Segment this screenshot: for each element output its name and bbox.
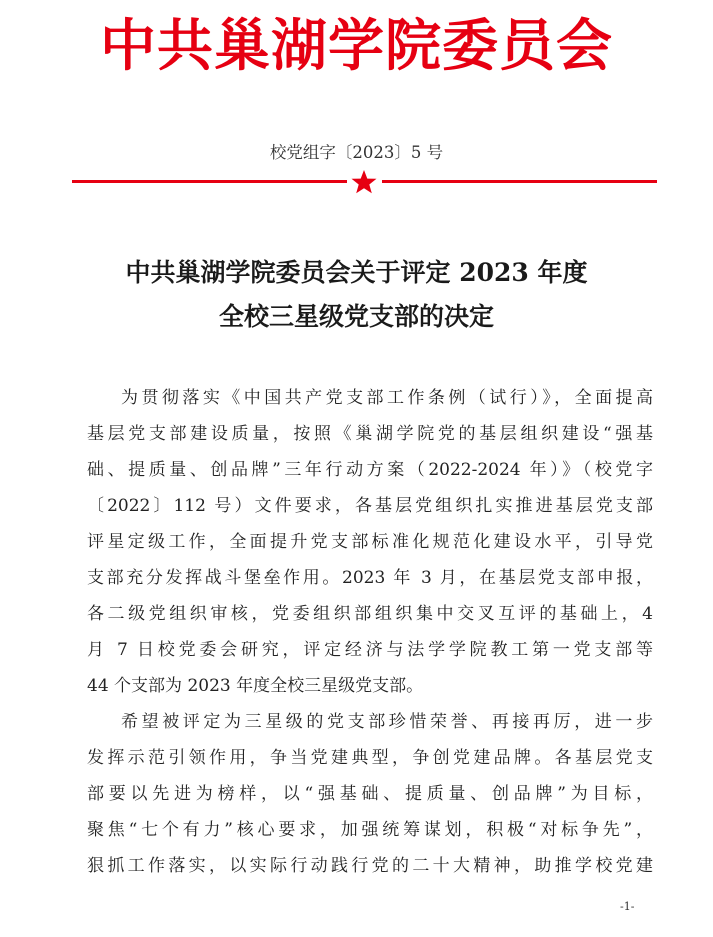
divider-line-left bbox=[72, 180, 347, 183]
body-line: 月 7 日校党委会研究，评定经济与法学学院教工第一党支部等 bbox=[87, 640, 653, 660]
title-line-1: 中共巢湖学院委员会关于评定 2023 年度 bbox=[125, 258, 588, 287]
body-line: 狠抓工作落实，以实际行动践行党的二十大精神，助推学校党建 bbox=[87, 856, 653, 876]
masthead-title: 中共巢湖学院委员会 bbox=[100, 13, 613, 79]
divider-line-right bbox=[382, 180, 657, 183]
page-number: -1- bbox=[620, 900, 635, 913]
paragraph-2 bbox=[87, 704, 653, 884]
title-line-2: 全校三星级党支部的决定 bbox=[218, 302, 494, 331]
body-line: 基层党支部建设质量，按照《巢湖学院党的基层组织建设“强基 bbox=[87, 424, 653, 444]
body-line: 希望被评定为三星级的党支部珍惜荣誉、再接再厉，进一步 bbox=[121, 712, 653, 732]
star-icon bbox=[350, 169, 378, 195]
body-line: 发挥示范引领作用，争当党建典型，争创党建品牌。各基层党支 bbox=[87, 748, 653, 768]
document-title bbox=[0, 251, 713, 339]
body-line: 各二级党组织审核，党委组织部组织集中交叉互评的基础上，4 bbox=[87, 604, 653, 624]
body-line: 44 个支部为 2023 年度全校三星级党支部。 bbox=[87, 676, 424, 696]
red-divider bbox=[72, 169, 657, 197]
body-line: 为贯彻落实《中国共产党支部工作条例（试行）》，全面提高 bbox=[121, 388, 653, 408]
body-line: 评星定级工作，全面提升党支部标准化规范化建设水平，引导党 bbox=[87, 532, 653, 552]
document-number: 校党组字〔2023〕5 号 bbox=[269, 143, 444, 162]
body-line: 聚焦“七个有力”核心要求，加强统筹谋划，积极“对标争先”， bbox=[87, 820, 653, 840]
body-line: 支部充分发挥战斗堡垒作用。2023 年 3 月，在基层党支部申报， bbox=[87, 568, 653, 588]
body-line: 部要以先进为榜样，以“强基础、提质量、创品牌”为目标， bbox=[87, 784, 653, 804]
paragraph-1 bbox=[87, 380, 653, 704]
body-line: 〔2022〕112 号）文件要求，各基层党组织扎实推进基层党支部 bbox=[87, 496, 653, 516]
document-body bbox=[87, 380, 653, 884]
body-line: 础、提质量、创品牌”三年行动方案（2022-2024 年）》（校党字 bbox=[87, 460, 653, 480]
